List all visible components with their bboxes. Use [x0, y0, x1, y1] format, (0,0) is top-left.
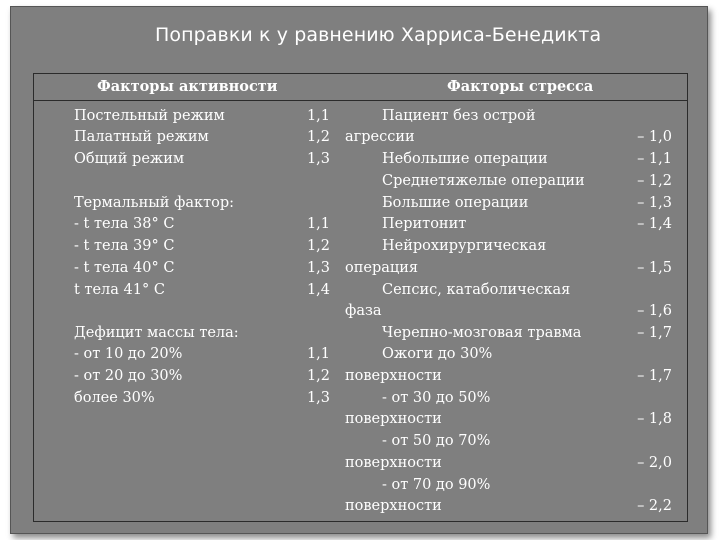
stress-line: поверхности [345, 498, 442, 514]
stress-coefficient: – 1,1 [637, 151, 672, 167]
thermal-value: 1,1 [306, 216, 330, 232]
stress-line: Перитонит [382, 216, 467, 232]
activity-label: Постельный режим [74, 108, 225, 124]
header-divider [33, 100, 688, 101]
deficit-label: - от 20 до 30% [74, 368, 183, 384]
stress-line: Большие операции [382, 195, 529, 211]
deficit-value: 1,1 [306, 346, 330, 362]
header-stress: Факторы стресса [447, 78, 594, 95]
stress-line: Ожоги до 30% [382, 346, 493, 362]
thermal-label: - t тела 38° С [74, 216, 175, 232]
activity-value: 1,3 [306, 151, 330, 167]
stress-line: фаза [345, 303, 382, 319]
stress-line: Небольшие операции [382, 151, 548, 167]
stress-line: - от 50 до 70% [382, 433, 491, 449]
deficit-title: Дефицит массы тела: [74, 325, 239, 341]
stress-line: операция [345, 260, 419, 276]
stress-coefficient: – 1,6 [637, 303, 672, 319]
activity-label: Палатный режим [74, 129, 209, 145]
stress-line: поверхности [345, 455, 442, 471]
stress-coefficient: – 1,5 [637, 260, 672, 276]
thermal-value: 1,2 [306, 238, 330, 254]
stress-coefficient: – 2,2 [637, 498, 672, 514]
thermal-title: Термальный фактор: [74, 195, 235, 211]
thermal-label: - t тела 40° С [74, 260, 175, 276]
thermal-value: 1,4 [306, 282, 330, 298]
stress-coefficient: – 1,2 [637, 173, 672, 189]
stress-coefficient: – 1,3 [637, 195, 672, 211]
deficit-value: 1,3 [306, 390, 330, 406]
stress-line: - от 30 до 50% [382, 390, 491, 406]
thermal-value: 1,3 [306, 260, 330, 276]
stress-line: - от 70 до 90% [382, 477, 491, 493]
stress-coefficient: – 2,0 [637, 455, 672, 471]
deficit-label: - от 10 до 20% [74, 346, 183, 362]
stress-line: Среднетяжелые операции [382, 173, 585, 189]
thermal-label: - t тела 39° С [74, 238, 175, 254]
slide-title: Поправки к у равнению Харриса-Бенедикта [155, 24, 602, 46]
stress-line: Черепно-мозговая травма [382, 325, 582, 341]
stress-coefficient: – 1,4 [637, 216, 672, 232]
stress-line: Пациент без острой [382, 108, 536, 124]
stress-coefficient: – 1,7 [637, 325, 672, 341]
thermal-label: t тела 41° С [74, 282, 165, 298]
stress-coefficient: – 1,8 [637, 411, 672, 427]
stress-line: поверхности [345, 411, 442, 427]
header-activity: Факторы активности [97, 78, 278, 95]
stress-coefficient: – 1,0 [637, 129, 672, 145]
stress-line: агрессии [345, 129, 415, 145]
stress-line: Сепсис, катаболическая [382, 282, 571, 298]
activity-value: 1,1 [306, 108, 330, 124]
activity-value: 1,2 [306, 129, 330, 145]
stress-line: Нейрохирургическая [382, 238, 547, 254]
stress-line: поверхности [345, 368, 442, 384]
stress-coefficient: – 1,7 [637, 368, 672, 384]
deficit-label: более 30% [74, 390, 155, 406]
deficit-value: 1,2 [306, 368, 330, 384]
activity-label: Общий режим [74, 151, 185, 167]
